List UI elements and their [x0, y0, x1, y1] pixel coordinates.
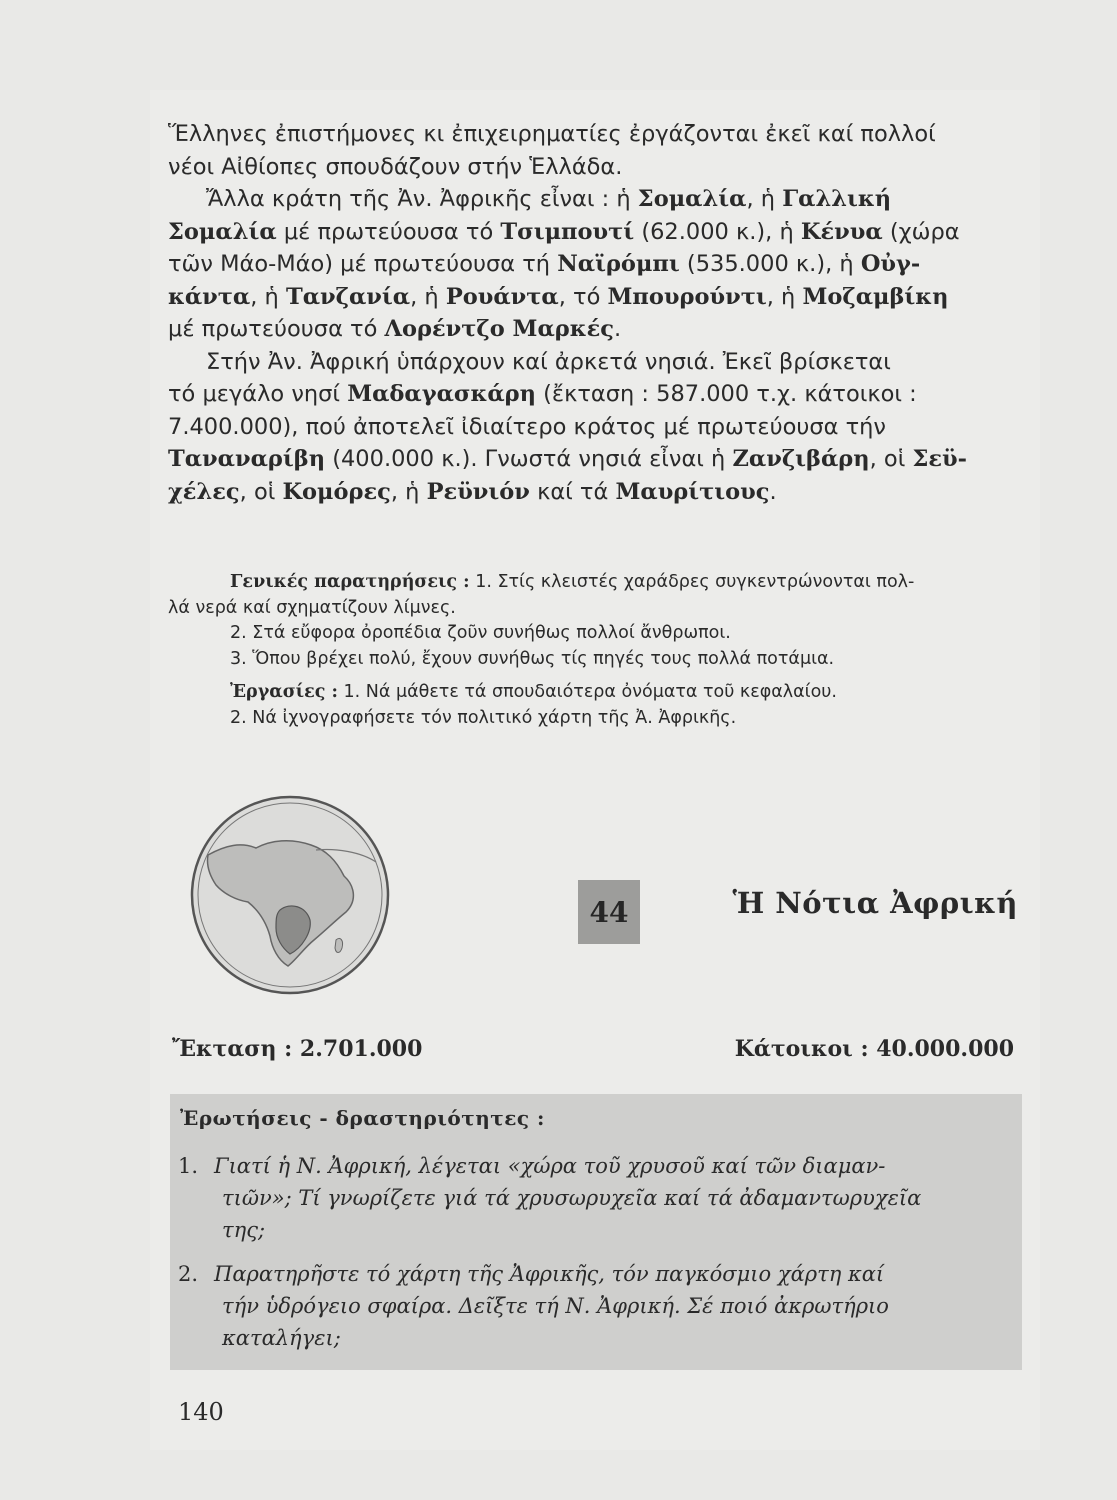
- text-span: , οἱ: [239, 478, 283, 505]
- question-line: [178, 1150, 1008, 1182]
- place-tanzania: Τανζανία: [285, 283, 411, 310]
- general-label: Γενικές παρατηρήσεις :: [230, 572, 470, 592]
- text-line: [168, 476, 1014, 509]
- text-line: 7.400.000), πού ἀποτελεῖ ἰδιαίτερο κράτος μέ πρωτεύουσα τήν: [168, 413, 886, 440]
- text-span: .: [769, 478, 777, 505]
- chapter-title: Ἡ Νότια Ἀφρική: [732, 886, 1018, 920]
- text-span: , ἡ: [390, 478, 427, 505]
- text-span: Ἄλλα κράτη τῆς Ἀν. Ἀφρικῆς εἶναι : ἡ: [206, 186, 638, 212]
- place-nairobi: Ναϊρόμπι: [557, 251, 680, 277]
- text-span: , οἱ: [869, 446, 913, 472]
- text-span: , τό: [558, 283, 608, 310]
- question-line: [178, 1258, 1008, 1290]
- place-tananarive: Ταναναρίβη: [168, 446, 326, 472]
- notes-section: [168, 570, 1014, 731]
- text-span: .: [613, 316, 622, 342]
- place-kenya: Κένυα: [800, 218, 883, 245]
- text-span: , ἡ: [410, 283, 446, 310]
- place-zanzibar: Ζανζιβάρη: [732, 446, 870, 472]
- text-span: (ἔκταση : 587.000 τ.χ. κάτοικοι :: [536, 381, 917, 407]
- question-line: καταλήγει;: [222, 1326, 341, 1350]
- place-djibouti: Τσιμπουτί: [500, 218, 635, 245]
- text-span: (χώρα: [882, 218, 960, 245]
- page-number: 140: [178, 1398, 224, 1426]
- text-line: [168, 183, 1014, 216]
- text-span: (62.000 κ.), ἡ: [634, 218, 801, 245]
- question-line: τήν ὑδρόγειο σφαίρα. Δεῖξτε τή Ν. Ἀφρική. Σέ ποιό ἀκρωτήριο: [222, 1294, 889, 1318]
- text-line: Στήν Ἀν. Ἀφρική ὑπάρχουν καί ἀρκετά νησιά. Ἐκεῖ βρίσκεται: [206, 348, 891, 375]
- text-span: (400.000 κ.). Γνωστά νησιά εἶναι ἡ: [325, 446, 733, 472]
- paragraph-ethiopia: [168, 118, 1014, 183]
- area-stat: Ἔκταση : 2.701.000: [172, 1036, 423, 1062]
- text-line: νέοι Αἰθίοπες σπουδάζουν στήν Ἑλλάδα.: [168, 153, 623, 180]
- question-number: 1.: [178, 1154, 199, 1178]
- text-span: 1. Νά μάθετε τά σπουδαιότερα ὀνόματα τοῦ κεφαλαίου.: [337, 682, 837, 702]
- general-observations: [168, 570, 1014, 672]
- tasks-label: Ἐργασίες :: [230, 682, 338, 702]
- place-somalia: Σομαλία: [637, 186, 747, 212]
- text-line: [168, 443, 1014, 476]
- place-uganda-cont: κάντα: [168, 283, 251, 310]
- population-stat: Κάτοικοι : 40.000.000: [734, 1036, 1014, 1062]
- text-span: καί τά: [529, 478, 616, 505]
- place-rwanda: Ρουάντα: [445, 283, 559, 310]
- place-french: Γαλλική: [782, 186, 892, 212]
- text-line: [168, 570, 1014, 596]
- question-number: 2.: [178, 1262, 199, 1286]
- text-line: 2. Στά εὔφορα ὀροπέδια ζοῦν συνήθως πολλοί ἄνθρωποι.: [230, 623, 731, 643]
- text-line: [168, 680, 1014, 706]
- text-line: [168, 248, 1014, 281]
- text-line: [168, 216, 1014, 249]
- place-madagascar: Μαδαγασκάρη: [347, 381, 536, 407]
- text-span: μέ πρωτεύουσα τό: [276, 218, 501, 245]
- text-span: τό μεγάλο νησί: [168, 381, 348, 407]
- chapter-number-box: 44: [578, 880, 640, 944]
- text-line: 3. Ὅπου βρέχει πολύ, ἔχουν συνήθως τίς πηγές τους πολλά ποτάμια.: [230, 648, 835, 669]
- tasks: [168, 680, 1014, 731]
- question-1: [178, 1150, 1008, 1246]
- text-span: Γιατί ἡ Ν. Ἀφρική, λέγεται «χώρα τοῦ χρυσοῦ καί τῶν διαμαν-: [214, 1154, 886, 1178]
- text-line: 2. Νά ἰχνογραφήσετε τόν πολιτικό χάρτη τῆς Ἀ. Ἀφρικῆς.: [230, 707, 737, 728]
- text-line: Ἕλληνες ἐπιστήμονες κι ἐπιχειρηματίες ἐργάζονται ἐκεῖ καί πολλοί: [168, 121, 936, 147]
- place-lourenco-marques: Λορέντζο Μαρκές: [384, 316, 614, 342]
- text-span: , ἡ: [766, 283, 803, 310]
- main-text: [168, 118, 1014, 508]
- place-uganda: Οὐγ-: [860, 251, 921, 277]
- questions-heading: Ἐρωτήσεις - δραστηριότητες :: [180, 1106, 545, 1130]
- text-span: τῶν Μάο-Μάο) μέ πρωτεύουσα τή: [168, 251, 558, 277]
- text-span: , ἡ: [250, 283, 286, 310]
- place-seychelles-cont: χέλες: [168, 478, 240, 505]
- globe-africa-icon: [186, 790, 396, 1000]
- text-line: λά νερά καί σχηματίζουν λίμνες.: [168, 597, 456, 618]
- questions-box: [170, 1094, 1022, 1370]
- place-reunion: Ρεϋνιόν: [426, 478, 530, 505]
- place-comoros: Κομόρες: [282, 478, 391, 505]
- place-burundi: Μπουρούντι: [607, 283, 767, 310]
- question-line: της;: [222, 1218, 266, 1242]
- paragraph-islands: [168, 346, 1014, 509]
- question-2: [178, 1258, 1008, 1354]
- text-span: μέ πρωτεύουσα τό: [168, 316, 385, 342]
- text-line: [168, 281, 1014, 314]
- paragraph-east-africa-states: [168, 183, 1014, 346]
- text-line: [168, 313, 1014, 346]
- place-somalia-2: Σομαλία: [168, 218, 277, 245]
- place-mozambique: Μοζαμβίκη: [802, 283, 949, 310]
- question-line: τιῶν»; Τί γνωρίζετε γιά τά χρυσωρυχεῖα καί τά ἀδαμαντωρυχεῖα: [222, 1186, 922, 1210]
- text-span: 1. Στίς κλειστές χαράδρες συγκεντρώνονται πολ-: [469, 572, 915, 592]
- place-seychelles: Σεϋ-: [912, 446, 968, 472]
- text-span: (535.000 κ.), ἡ: [679, 251, 861, 277]
- text-span: Παρατηρῆστε τό χάρτη τῆς Ἀφρικῆς, τόν παγκόσμιο χάρτη καί: [214, 1262, 885, 1286]
- text-line: [168, 378, 1014, 411]
- text-span: , ἡ: [746, 186, 783, 212]
- place-mauritius: Μαυρίτιους: [615, 478, 770, 505]
